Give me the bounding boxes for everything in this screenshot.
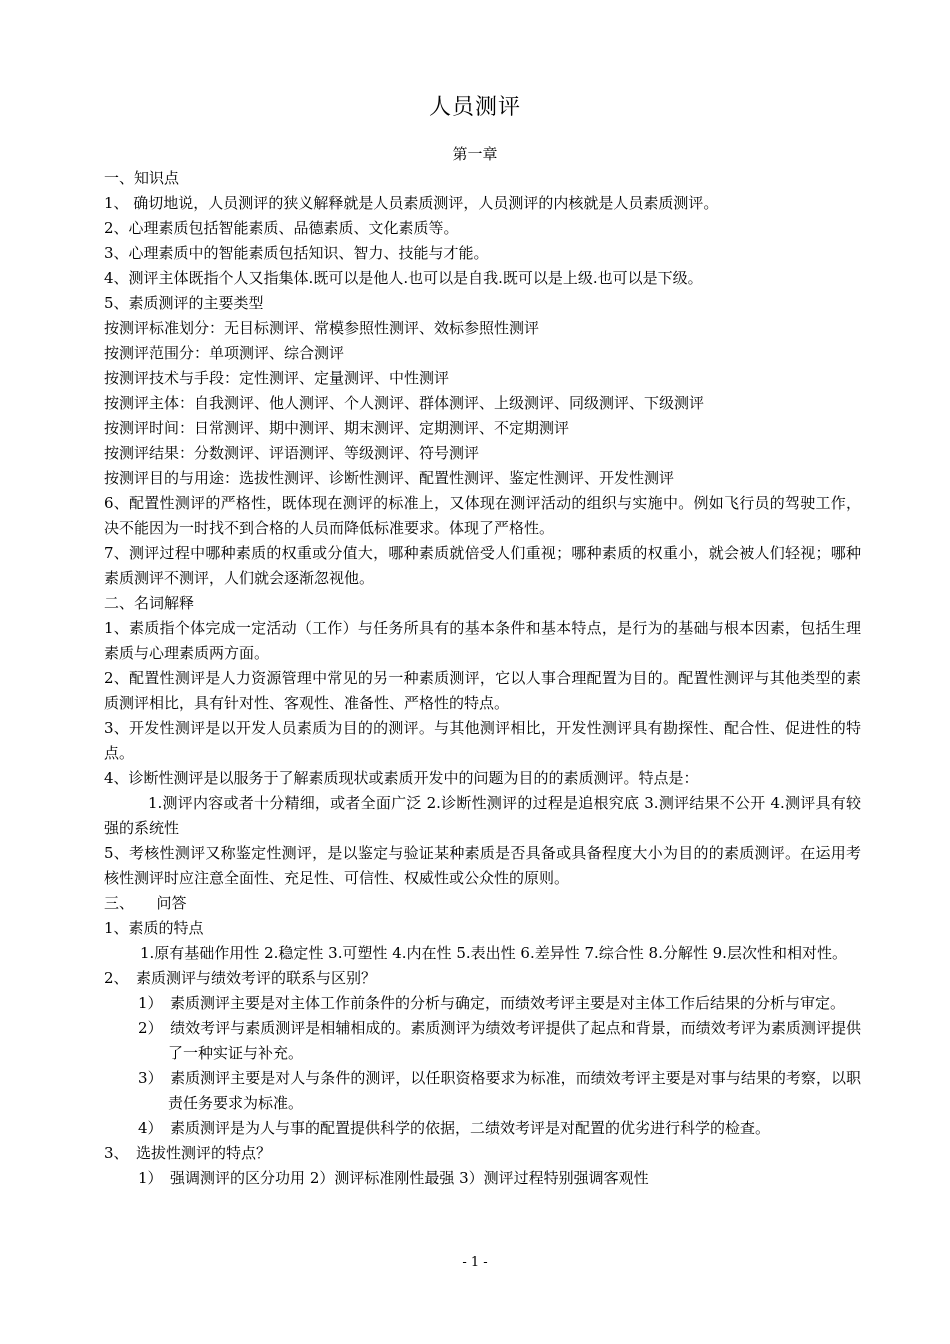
paragraph: 4、诊断性测评是以服务于了解素质现状或素质开发中的问题为目的的素质测评。特点是： bbox=[104, 769, 699, 787]
paragraph: 6、配置性测评的严格性，既体现在测评的标准上，又体现在测评活动的组织与实施中。例如飞行员的驾驶工作，决不能因为一时找不到合格的人员而降低标准要求。体现了严格性。 bbox=[104, 494, 861, 537]
paragraph: 3、开发性测评是以开发人员素质为目的的测评。与其他测评相比，开发性测评具有勘探性、配合性、促进性的特点。 bbox=[104, 719, 861, 762]
question-heading: 1、素质的特点 bbox=[104, 919, 204, 937]
paragraph: 3、心理素质中的智能素质包括知识、智力、技能与才能。 bbox=[104, 244, 489, 262]
document-title: 人员测评 bbox=[428, 95, 521, 120]
paragraph: 2、配置性测评是人力资源管理中常见的另一种素质测评，它以人事合理配置为目的。配置性测评与其他类型的素质测评相比，具有针对性、客观性、准备性、严格性的特点。 bbox=[104, 669, 861, 712]
question-heading: 3、 选拔性测评的特点？ bbox=[104, 1144, 272, 1162]
paragraph: 按测评技术与手段：定性测评、定量测评、中性测评 bbox=[104, 369, 450, 387]
answer-item: 4） 素质测评是为人与事的配置提供科学的依据，二绩效考评是对配置的优劣进行科学的检查。 bbox=[138, 1119, 771, 1137]
section-heading-terms: 二、名词解释 bbox=[104, 594, 195, 612]
answer-text: 1.原有基础作用性 2.稳定性 3.可塑性 4.内在性 5.表出性 6.差异性 7.综合性 8.分解性 9.层次性和相对性。 bbox=[140, 944, 847, 962]
paragraph: 按测评范围分：单项测评、综合测评 bbox=[104, 344, 345, 362]
answer-item: 3） 素质测评主要是对人与条件的测评，以任职资格要求为标准，而绩效考评主要是对事与结果的考察，以职责任务要求为标准。 bbox=[138, 1069, 861, 1112]
paragraph: 按测评标准划分：无目标测评、常模参照性测评、效标参照性测评 bbox=[104, 319, 540, 337]
answer-item: 2） 绩效考评与素质测评是相辅相成的。素质测评为绩效考评提供了起点和背景，而绩效考评为素质测评提供了一种实证与补充。 bbox=[138, 1019, 861, 1062]
section-heading-qa: 三、 问答 bbox=[104, 894, 187, 912]
question-heading: 2、 素质测评与绩效考评的联系与区别？ bbox=[104, 969, 377, 987]
page-number: - 1 - bbox=[462, 1255, 488, 1270]
paragraph: 按测评结果：分数测评、评语测评、等级测评、符号测评 bbox=[104, 444, 480, 462]
paragraph: 5、素质测评的主要类型 bbox=[104, 294, 264, 312]
paragraph: 4、测评主体既指个人又指集体.既可以是他人.也可以是自我.既可以是上级.也可以是下级。 bbox=[104, 269, 703, 287]
paragraph: 按测评目的与用途：选拔性测评、诊断性测评、配置性测评、鉴定性测评、开发性测评 bbox=[104, 469, 675, 487]
answer-item: 1） 素质测评主要是对主体工作前条件的分析与确定，而绩效考评主要是对主体工作后结果的分析与审定。 bbox=[138, 994, 846, 1012]
paragraph: 1、素质指个体完成一定活动（工作）与任务所具有的基本条件和基本特点，是行为的基础与根本因素，包括生理素质与心理素质两方面。 bbox=[104, 619, 861, 662]
answer-item: 1） 强调测评的区分功用 2）测评标准刚性最强 3）测评过程特别强调客观性 bbox=[138, 1169, 649, 1187]
paragraph: 2、心理素质包括智能素质、品德素质、文化素质等。 bbox=[104, 219, 459, 237]
document-body bbox=[104, 166, 861, 1191]
paragraph: 按测评主体：自我测评、他人测评、个人测评、群体测评、上级测评、同级测评、下级测评 bbox=[104, 394, 705, 412]
paragraph: 7、测评过程中哪种素质的权重或分值大，哪种素质就倍受人们重视；哪种素质的权重小，就会被人们轻视；哪种素质测评不测评，人们就会逐渐忽视他。 bbox=[104, 544, 861, 587]
paragraph: 按测评时间：日常测评、期中测评、期末测评、定期测评、不定期测评 bbox=[104, 419, 570, 437]
paragraph: 1、 确切地说，人员测评的狭义解释就是人员素质测评，人员测评的内核就是人员素质测评。 bbox=[104, 194, 719, 212]
section-heading-knowledge: 一、知识点 bbox=[104, 169, 180, 187]
diagnostic-features: 1.测评内容或者十分精细，或者全面广泛 2.诊断性测评的过程是追根究底 3.测评结果不公开 4.测评具有较强的系统性 bbox=[104, 794, 861, 837]
paragraph: 5、考核性测评又称鉴定性测评，是以鉴定与验证某种素质是否具备或具备程度大小为目的的素质测评。在运用考核性测评时应注意全面性、充足性、可信性、权威性或公众性的原则。 bbox=[104, 844, 861, 887]
chapter-heading: 第一章 bbox=[452, 145, 498, 163]
